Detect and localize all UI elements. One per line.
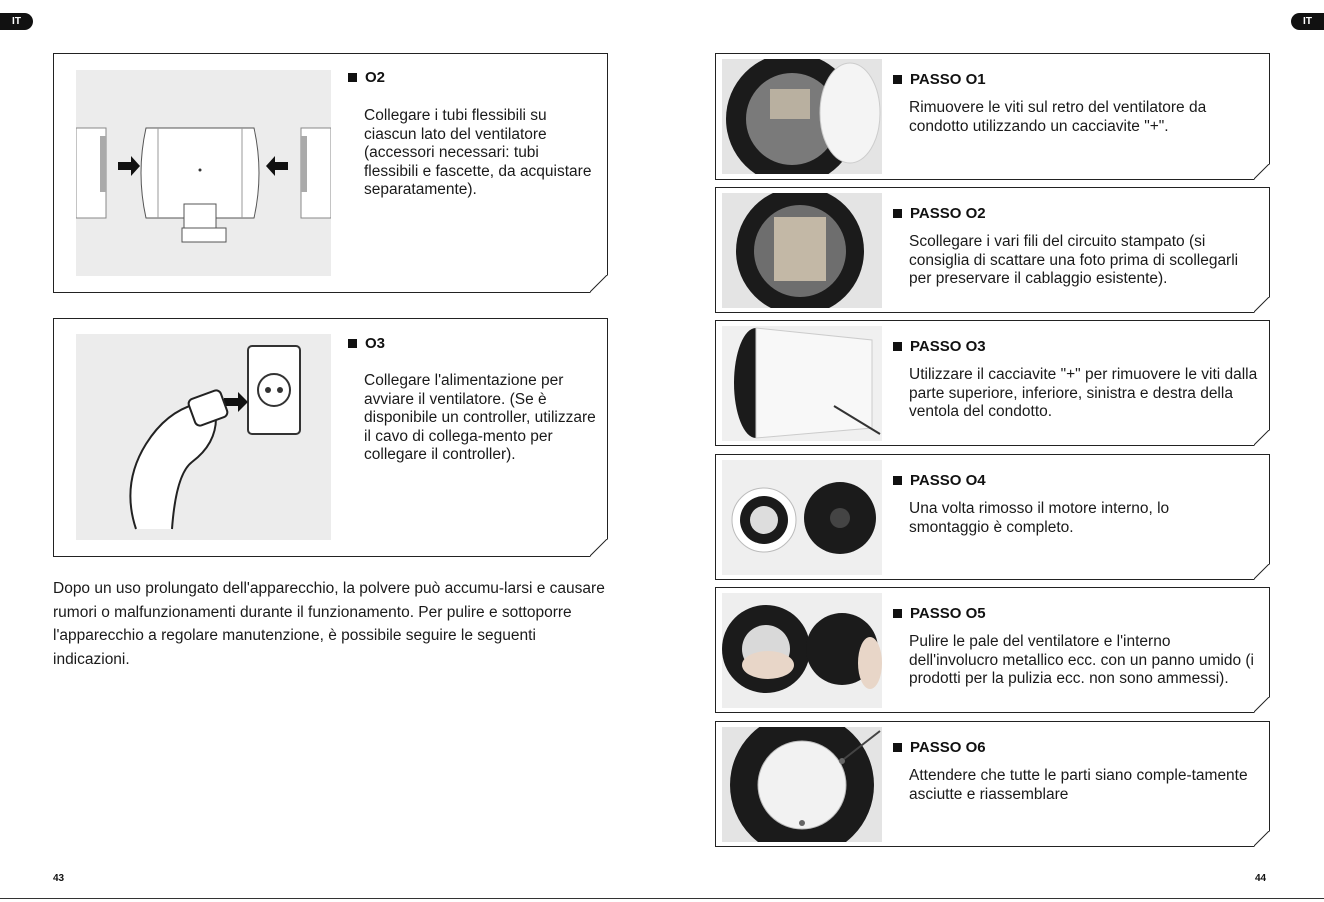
step-02-box — [715, 187, 1270, 313]
maintenance-paragraph: Dopo un uso prolungato dell'apparecchio, la polvere può accumu-larsi e causare rumori o malfunzionamenti durante il funzionamento. Per pulire e sottoporre l'apparecchio a regolare manutenzione, è possibile seguire le seguenti indicazioni. — [53, 580, 605, 668]
step-04-title — [893, 472, 986, 489]
step-02-title-text: PASSO O2 — [910, 205, 986, 222]
section-o3-box — [53, 318, 608, 557]
section-o3-text: Collegare l'alimentazione per avviare il ventilatore. (Se è disponibile un controller, utilizzare il cavo di collega-mento per collegare il controller). — [364, 372, 596, 463]
step-05-title-text: PASSO O5 — [910, 605, 986, 622]
step-01-title-text: PASSO O1 — [910, 71, 986, 88]
step-06-text: Attendere che tutte le parti siano comple-tamente asciutte e riassemblare — [909, 767, 1248, 803]
duct-hose-connection-illustration — [76, 70, 331, 276]
section-o2-text: Collegare i tubi flessibili su ciascun lato del ventilatore (accessori necessari: tubi flessibili e fascette, da acquistare separatamente). — [364, 107, 592, 198]
bullet-square-icon — [348, 339, 357, 348]
section-o3-title — [348, 335, 385, 352]
step-03-text: Utilizzare il cacciavite "+" per rimuovere le viti dalla parte superiore, inferiore, sinistra e destra della ventola del condotto. — [909, 366, 1258, 420]
bullet-square-icon — [348, 73, 357, 82]
step-06-title — [893, 739, 986, 756]
step-03-box — [715, 320, 1270, 446]
step-06-box — [715, 721, 1270, 847]
step-04-text: Una volta rimosso il motore interno, lo smontaggio è completo. — [909, 500, 1170, 536]
power-plug-illustration — [76, 334, 331, 540]
step-02-text: Scollegare i vari fili del circuito stampato (si consiglia di scattare una foto prima di scollegarli per preservare il cablaggio esistente). — [909, 233, 1239, 287]
bullet-square-icon — [893, 75, 902, 84]
bullet-square-icon — [893, 342, 902, 351]
step-01-text: Rimuovere le viti sul retro del ventilatore da condotto utilizzando un cacciavite "+". — [909, 99, 1207, 135]
corner-cut-decoration — [1254, 564, 1270, 580]
corner-cut-decoration — [1254, 831, 1270, 847]
language-tab-right: IT — [1291, 13, 1324, 30]
section-o2-title — [348, 69, 385, 86]
section-o2-box — [53, 53, 608, 293]
step-06-title-text: PASSO O6 — [910, 739, 986, 756]
step-05-photo — [722, 593, 882, 708]
corner-cut-decoration — [1254, 430, 1270, 446]
bullet-square-icon — [893, 743, 902, 752]
step-03-title-text: PASSO O3 — [910, 338, 986, 355]
corner-cut-decoration — [1254, 297, 1270, 313]
step-02-title — [893, 205, 986, 222]
corner-cut-decoration — [590, 539, 608, 557]
step-05-text: Pulire le pale del ventilatore e l'interno dell'involucro metallico ecc. con un panno umido (i prodotti per la pulizia ecc. non sono ammessi). — [909, 633, 1255, 687]
step-04-photo — [722, 460, 882, 575]
section-o3-title-text: O3 — [365, 335, 386, 352]
step-04-box — [715, 454, 1270, 580]
step-06-photo — [722, 727, 882, 842]
step-04-title-text: PASSO O4 — [910, 472, 986, 489]
bullet-square-icon — [893, 609, 902, 618]
language-tab-left: IT — [0, 13, 33, 30]
corner-cut-decoration — [1254, 697, 1270, 713]
step-01-photo — [722, 59, 882, 174]
section-o2-title-text: O2 — [365, 69, 386, 86]
step-03-title — [893, 338, 986, 355]
step-02-photo — [722, 193, 882, 308]
step-05-box — [715, 587, 1270, 713]
bottom-divider — [0, 898, 1324, 899]
page-number-right: 44 — [1255, 873, 1267, 884]
step-01-box — [715, 53, 1270, 180]
corner-cut-decoration — [590, 275, 608, 293]
step-03-photo — [722, 326, 882, 441]
page-number-left: 43 — [53, 873, 65, 884]
step-05-title — [893, 605, 986, 622]
bullet-square-icon — [893, 209, 902, 218]
step-01-title — [893, 71, 986, 88]
bullet-square-icon — [893, 476, 902, 485]
corner-cut-decoration — [1254, 164, 1270, 180]
